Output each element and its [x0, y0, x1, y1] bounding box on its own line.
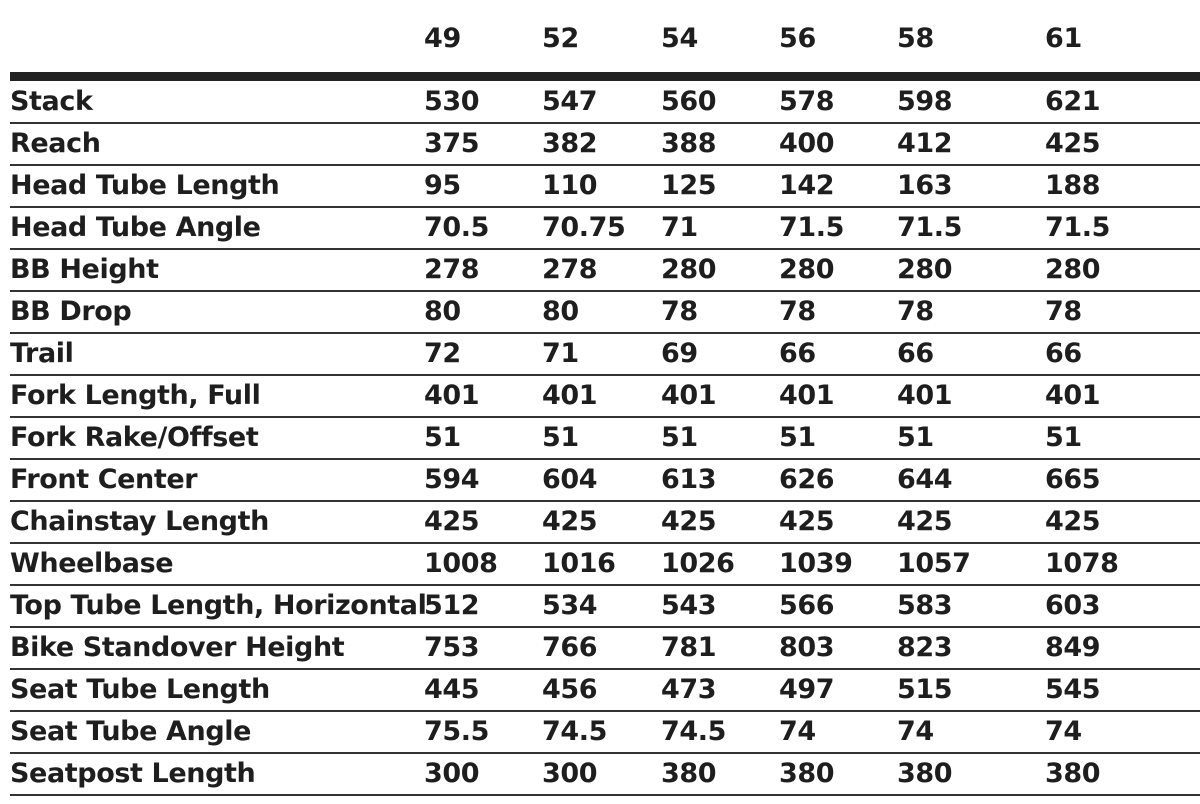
row-value: 80: [424, 296, 461, 327]
row-value: 278: [424, 254, 480, 285]
row-value: 51: [779, 422, 816, 453]
row-value: 78: [779, 296, 816, 327]
table-row: [0, 460, 1200, 502]
table-body: [0, 82, 1200, 796]
row-label: Seat Tube Length: [10, 674, 270, 705]
row-value: 75.5: [424, 716, 490, 747]
row-value: 1026: [661, 548, 735, 579]
row-value: 300: [542, 758, 598, 789]
row-value: 66: [897, 338, 934, 369]
table-row: [0, 166, 1200, 208]
row-value: 1078: [1045, 548, 1119, 579]
row-value: 69: [661, 338, 698, 369]
row-value: 71.5: [897, 212, 963, 243]
row-value: 71: [542, 338, 579, 369]
row-value: 51: [542, 422, 579, 453]
row-label: BB Drop: [10, 296, 132, 327]
table-row: [0, 292, 1200, 334]
row-value: 71: [661, 212, 698, 243]
table-row: [0, 502, 1200, 544]
row-value: 849: [1045, 632, 1101, 663]
row-value: 74: [779, 716, 816, 747]
row-value: 823: [897, 632, 953, 663]
row-value: 598: [897, 86, 953, 117]
table-row: [0, 208, 1200, 250]
row-value: 300: [424, 758, 480, 789]
row-value: 665: [1045, 464, 1101, 495]
row-label: BB Height: [10, 254, 159, 285]
row-value: 80: [542, 296, 579, 327]
row-value: 388: [661, 128, 717, 159]
row-value: 78: [897, 296, 934, 327]
row-value: 445: [424, 674, 480, 705]
row-value: 401: [1045, 380, 1101, 411]
row-label: Chainstay Length: [10, 506, 269, 537]
row-label: Seatpost Length: [10, 758, 256, 789]
row-value: 578: [779, 86, 835, 117]
size-header-52: 52: [542, 23, 579, 54]
row-value: 515: [897, 674, 953, 705]
row-value: 188: [1045, 170, 1101, 201]
row-value: 280: [661, 254, 717, 285]
table-row: [0, 250, 1200, 292]
row-value: 380: [1045, 758, 1101, 789]
table-row: [0, 376, 1200, 418]
size-header-54: 54: [661, 23, 698, 54]
row-value: 382: [542, 128, 598, 159]
header-divider: [10, 72, 1200, 81]
row-value: 74.5: [661, 716, 727, 747]
row-value: 512: [424, 590, 480, 621]
row-value: 781: [661, 632, 717, 663]
row-value: 95: [424, 170, 461, 201]
row-value: 401: [897, 380, 953, 411]
row-label: Fork Length, Full: [10, 380, 261, 411]
row-value: 66: [1045, 338, 1082, 369]
row-value: 72: [424, 338, 461, 369]
row-value: 380: [779, 758, 835, 789]
row-value: 425: [542, 506, 598, 537]
row-value: 1016: [542, 548, 616, 579]
row-value: 534: [542, 590, 598, 621]
row-label: Trail: [10, 338, 74, 369]
row-value: 412: [897, 128, 953, 159]
row-value: 380: [897, 758, 953, 789]
row-value: 603: [1045, 590, 1101, 621]
row-value: 66: [779, 338, 816, 369]
row-value: 70.5: [424, 212, 490, 243]
size-header-row: [0, 0, 1200, 72]
table-row: [0, 418, 1200, 460]
row-value: 425: [1045, 128, 1101, 159]
row-value: 803: [779, 632, 835, 663]
row-value: 51: [1045, 422, 1082, 453]
size-header-49: 49: [424, 23, 461, 54]
row-value: 530: [424, 86, 480, 117]
table-row: [0, 544, 1200, 586]
row-value: 753: [424, 632, 480, 663]
row-value: 400: [779, 128, 835, 159]
row-label: Head Tube Angle: [10, 212, 261, 243]
row-value: 1039: [779, 548, 853, 579]
row-value: 621: [1045, 86, 1101, 117]
row-value: 51: [897, 422, 934, 453]
row-label: Front Center: [10, 464, 198, 495]
table-row: [0, 334, 1200, 376]
size-header-61: 61: [1045, 23, 1082, 54]
row-value: 626: [779, 464, 835, 495]
row-label: Wheelbase: [10, 548, 174, 579]
row-value: 142: [779, 170, 835, 201]
row-value: 71.5: [779, 212, 845, 243]
table-row: [0, 586, 1200, 628]
row-value: 456: [542, 674, 598, 705]
row-value: 380: [661, 758, 717, 789]
row-label: Reach: [10, 128, 101, 159]
row-value: 473: [661, 674, 717, 705]
row-value: 547: [542, 86, 598, 117]
row-value: 594: [424, 464, 480, 495]
row-value: 604: [542, 464, 598, 495]
row-value: 51: [424, 422, 461, 453]
row-value: 425: [1045, 506, 1101, 537]
row-value: 74: [897, 716, 934, 747]
row-value: 497: [779, 674, 835, 705]
row-value: 425: [897, 506, 953, 537]
row-value: 543: [661, 590, 717, 621]
row-value: 375: [424, 128, 480, 159]
row-label: Fork Rake/Offset: [10, 422, 259, 453]
row-value: 583: [897, 590, 953, 621]
row-value: 110: [542, 170, 598, 201]
row-value: 1057: [897, 548, 971, 579]
row-value: 51: [661, 422, 698, 453]
table-row: [0, 628, 1200, 670]
row-label: Bike Standover Height: [10, 632, 345, 663]
row-value: 401: [424, 380, 480, 411]
row-value: 613: [661, 464, 717, 495]
row-value: 125: [661, 170, 717, 201]
row-label: Seat Tube Angle: [10, 716, 252, 747]
row-value: 278: [542, 254, 598, 285]
row-value: 425: [779, 506, 835, 537]
row-value: 70.75: [542, 212, 626, 243]
row-value: 425: [661, 506, 717, 537]
row-label: Stack: [10, 86, 93, 117]
size-header-58: 58: [897, 23, 934, 54]
row-value: 560: [661, 86, 717, 117]
table-row: [0, 712, 1200, 754]
row-value: 280: [1045, 254, 1101, 285]
row-value: 644: [897, 464, 953, 495]
size-header-56: 56: [779, 23, 816, 54]
row-value: 566: [779, 590, 835, 621]
row-value: 78: [661, 296, 698, 327]
row-label: Head Tube Length: [10, 170, 280, 201]
row-value: 74.5: [542, 716, 608, 747]
row-value: 71.5: [1045, 212, 1111, 243]
table-row: [0, 670, 1200, 712]
row-value: 766: [542, 632, 598, 663]
row-value: 401: [542, 380, 598, 411]
row-value: 401: [661, 380, 717, 411]
row-value: 425: [424, 506, 480, 537]
row-value: 74: [1045, 716, 1082, 747]
row-divider: [10, 794, 1200, 796]
row-value: 1008: [424, 548, 498, 579]
table-row: [0, 82, 1200, 124]
row-value: 163: [897, 170, 953, 201]
row-value: 545: [1045, 674, 1101, 705]
table-row: [0, 124, 1200, 166]
row-value: 78: [1045, 296, 1082, 327]
row-value: 401: [779, 380, 835, 411]
row-value: 280: [779, 254, 835, 285]
table-row: [0, 754, 1200, 796]
row-label: Top Tube Length, Horizontal: [10, 590, 427, 621]
row-value: 280: [897, 254, 953, 285]
